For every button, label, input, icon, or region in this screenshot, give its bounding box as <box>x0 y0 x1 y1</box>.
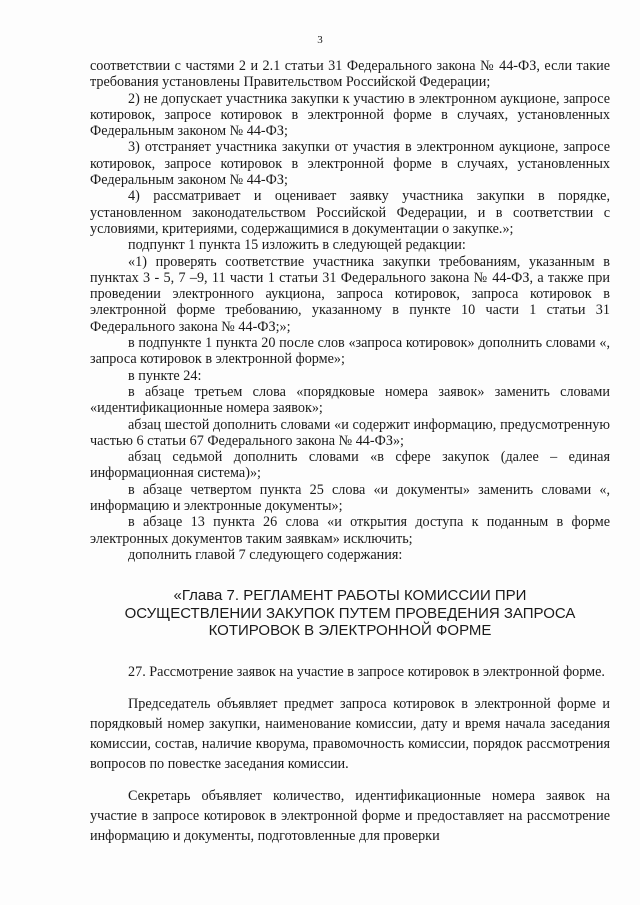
paragraph-subclause-15: подпункт 1 пункта 15 изложить в следующей редакции: <box>128 237 466 254</box>
paragraph-quote-item-1: «1) проверять соответствие участника закупки требованиям, указанным в пунктах 3 - 5, 7 –9, 11 части 1 статьи 31 Федерального закона № 44-ФЗ, а также при проведении электронного аукциона, запроса котировок, запроса котировок в электронной форме требованию, указанному в пункте 10 части 1 статьи 31 Федерального закона № 44-ФЗ;»; <box>90 253 610 335</box>
paragraph-clause-26: в абзаце 13 пункта 26 слова «и открытия доступа к поданным в форме электронных документов таким заявкам» исключить; <box>90 514 610 547</box>
paragraph-continuation: соответствии с частями 2 и 2.1 статьи 31 Федерального закона № 44-ФЗ, если такие требования установлены Правительством Российской Федерации; <box>90 58 610 91</box>
paragraph-chairman: Председатель объявляет предмет запроса котировок в электронной форме и порядковый номер закупки, наименование комиссии, дату и время начала заседания комиссии, состав, наличие кворума, правомочность комиссии, порядок рассмотрения вопросов по повестке заседания комиссии. <box>90 695 610 772</box>
chapter-heading-line-2: ОСУЩЕСТВЛЕНИИ ЗАКУПОК ПУТЕМ ПРОВЕДЕНИЯ ЗАПРОСА <box>124 604 576 622</box>
paragraph-add-chapter: дополнить главой 7 следующего содержания: <box>128 546 403 563</box>
paragraph-subclause-20: в подпункте 1 пункта 20 после слов «запроса котировок» дополнить словами «, запроса котировок в электронной форме»; <box>90 335 610 368</box>
paragraph-clause-27: 27. Рассмотрение заявок на участие в запросе котировок в электронной форме. <box>128 663 605 680</box>
paragraph-third-abzac: в абзаце третьем слова «порядковые номера заявок» заменить словами «идентификационные номера заявок»; <box>90 383 610 417</box>
paragraph-secretary: Секретарь объявляет количество, идентификационные номера заявок на участие в запросе котировок в электронной форме и предоставляет на рассмотрение информацию и документы, подготовленные для проверки <box>90 787 610 844</box>
chapter-heading-line-1: «Глава 7. РЕГЛАМЕНТ РАБОТЫ КОМИССИИ ПРИ <box>173 587 527 605</box>
paragraph-sixth-abzac: абзац шестой дополнить словами «и содержит информацию, предусмотренную частью 6 статьи 67 Федерального закона № 44-ФЗ»; <box>90 416 610 449</box>
paragraph-item-4: 4) рассматривает и оценивает заявку участника закупки в порядке, установленном законодательством Российской Федерации, и в соответствии с условиями, критериями, содержащимися в документации о закупке.»; <box>90 188 610 237</box>
page-number: 3 <box>317 34 323 46</box>
chapter-heading-line-3: КОТИРОВОК В ЭЛЕКТРОННОЙ ФОРМЕ <box>208 622 492 640</box>
paragraph-clause-25: в абзаце четвертом пункта 25 слова «и документы» заменить словами «, информацию и электронные документы»; <box>90 481 610 515</box>
paragraph-seventh-abzac: абзац седьмой дополнить словами «в сфере закупок (далее – единая информационная система)»; <box>90 449 610 482</box>
paragraph-item-2: 2) не допускает участника закупки к участию в электронном аукционе, запросе котировок, запросе котировок в электронной форме в случаях, установленных Федеральным законом № 44-ФЗ; <box>90 90 610 140</box>
paragraph-clause-24: в пункте 24: <box>128 367 202 384</box>
chapter-heading <box>90 587 610 640</box>
paragraph-item-3: 3) отстраняет участника закупки от участия в электронном аукционе, запросе котировок, запросе котировок в электронной форме в случаях, установленных Федеральным законом № 44-ФЗ; <box>90 139 610 189</box>
document-body <box>90 58 610 846</box>
